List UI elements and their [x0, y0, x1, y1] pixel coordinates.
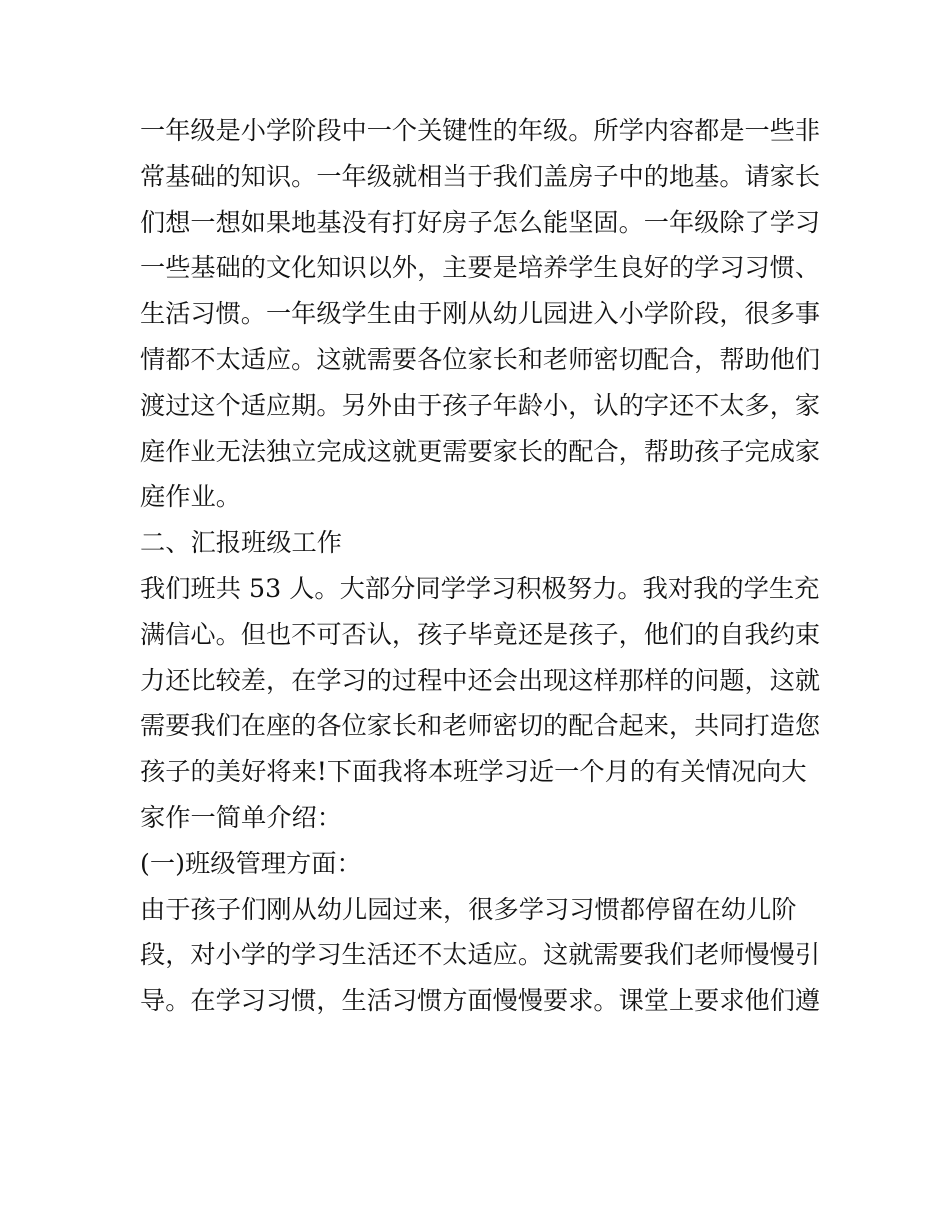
paragraph-line: 一年级是小学阶段中一个关键性的年级。所学内容都是一些非 [140, 116, 821, 145]
section-heading: 二、汇报班级工作 [140, 528, 342, 558]
paragraph-line: 一些基础的文化知识以外，主要是培养学生良好的学习习惯、 [140, 253, 821, 283]
paragraph-line: 庭作业无法独立完成这就更需要家长的配合，帮助孩子完成家 [140, 436, 821, 466]
document-body [140, 108, 840, 1024]
paragraph-line: 我们班共 53 人。大部分同学学习积极努力。我对我的学生充 [140, 573, 820, 603]
paragraph-line: 满信心。但也不可否认，孩子毕竟还是孩子，他们的自我约束 [140, 619, 821, 649]
paragraph-line: 力还比较差，在学习的过程中还会出现这样那样的问题，这就 [140, 665, 821, 695]
paragraph-line: 庭作业。 [140, 482, 241, 512]
paragraph-line: 需要我们在座的各位家长和老师密切的配合起来，共同打造您 [140, 711, 821, 741]
paragraph-line: 们想一想如果地基没有打好房子怎么能坚固。一年级除了学习 [140, 207, 821, 237]
paragraph-line: 孩子的美好将来!下面我将本班学习近一个月的有关情况向大 [140, 757, 807, 787]
paragraph-line: 渡过这个适应期。另外由于孩子年龄小，认的字还不太多，家 [140, 390, 821, 420]
paragraph-line: 导。在学习习惯，生活习惯方面慢慢要求。课堂上要求他们遵 [140, 986, 821, 1016]
paragraph-line: 常基础的知识。一年级就相当于我们盖房子中的地基。请家长 [140, 161, 821, 191]
paragraph-line: 生活习惯。一年级学生由于刚从幼儿园进入小学阶段，很多事 [140, 299, 821, 329]
paragraph-line: 段，对小学的学习生活还不太适应。这就需要我们老师慢慢引 [140, 940, 821, 970]
subsection-heading: (一)班级管理方面： [140, 848, 362, 878]
paragraph-line: 由于孩子们刚从幼儿园过来，很多学习习惯都停留在幼儿阶 [140, 894, 797, 924]
paragraph-line: 家作一简单介绍： [140, 802, 342, 832]
paragraph-line: 情都不太适应。这就需要各位家长和老师密切配合，帮助他们 [140, 344, 821, 374]
